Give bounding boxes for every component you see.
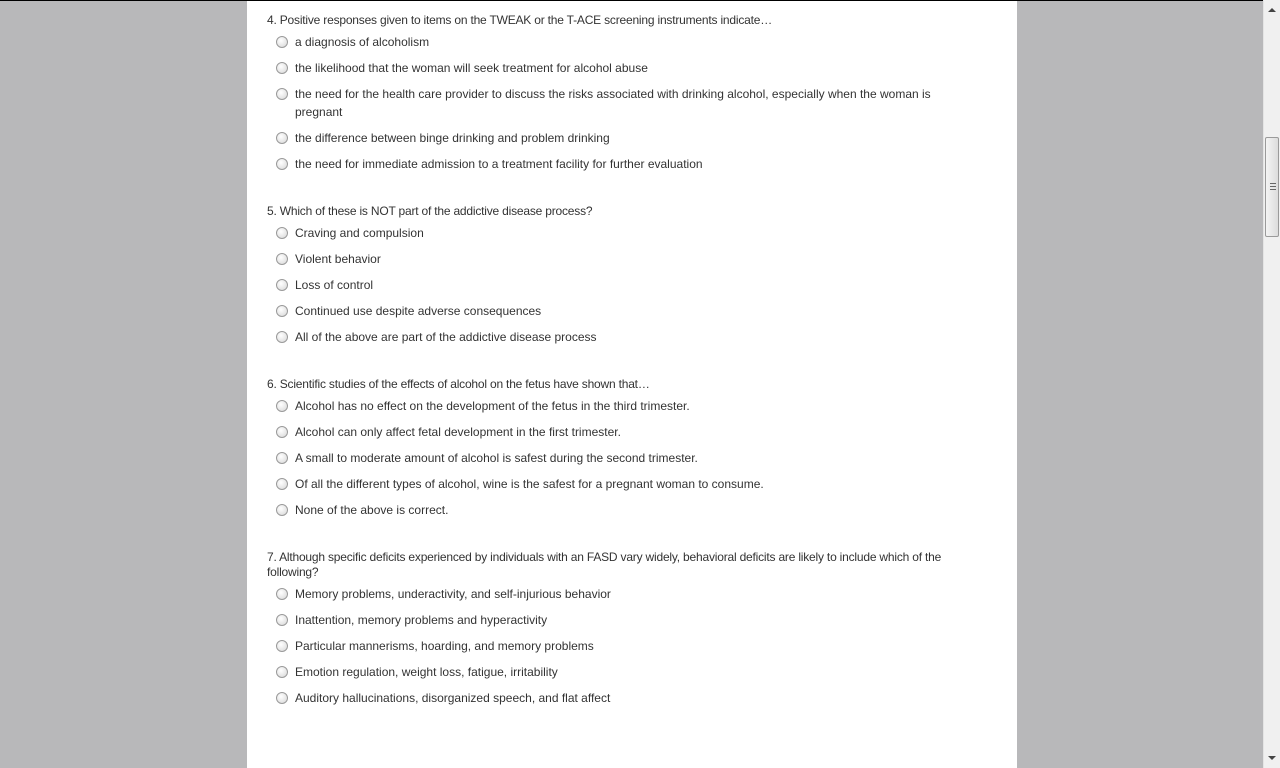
radio-button[interactable]	[276, 279, 288, 291]
radio-button[interactable]	[276, 478, 288, 490]
radio-button[interactable]	[276, 305, 288, 317]
vertical-scrollbar[interactable]	[1263, 0, 1280, 768]
radio-button[interactable]	[276, 36, 288, 48]
answer-label[interactable]: Continued use despite adverse consequences	[295, 304, 542, 318]
grip-icon	[1270, 183, 1276, 191]
answer-option[interactable]	[267, 224, 945, 242]
radio-button[interactable]	[276, 132, 288, 144]
question-title: 4. Positive responses given to items on the TWEAK or the T-ACE screening instruments indicate…	[267, 13, 772, 27]
answer-option[interactable]	[267, 302, 945, 320]
answer-option[interactable]	[267, 250, 945, 268]
answer-option[interactable]	[267, 585, 945, 603]
answer-label[interactable]: Emotion regulation, weight loss, fatigue, irritability	[295, 665, 558, 679]
answer-label[interactable]: Alcohol can only affect fetal development in the first trimester.	[295, 425, 621, 439]
answer-option[interactable]	[267, 423, 945, 441]
radio-button[interactable]	[276, 504, 288, 516]
answer-option[interactable]	[267, 276, 945, 294]
answer-label[interactable]: Inattention, memory problems and hyperactivity	[295, 613, 548, 627]
answer-label[interactable]: None of the above is correct.	[295, 503, 449, 517]
answer-option[interactable]	[267, 129, 945, 147]
answer-option[interactable]	[267, 328, 945, 346]
radio-button[interactable]	[276, 253, 288, 265]
answer-option[interactable]	[267, 663, 945, 681]
radio-button[interactable]	[276, 640, 288, 652]
quiz-page	[247, 1, 1017, 768]
question-block	[267, 13, 987, 173]
radio-button[interactable]	[276, 331, 288, 343]
answer-option[interactable]	[267, 59, 945, 77]
answer-option[interactable]	[267, 397, 945, 415]
answer-label[interactable]: the need for the health care provider to discuss the risks associated with drinking alcohol, especially when the woman is pregnant	[295, 87, 931, 119]
answer-label[interactable]: All of the above are part of the addictive disease process	[295, 330, 597, 344]
answer-option[interactable]	[267, 611, 945, 629]
radio-button[interactable]	[276, 666, 288, 678]
answer-option[interactable]	[267, 33, 945, 51]
answer-label[interactable]: a diagnosis of alcoholism	[295, 35, 430, 49]
scroll-down-arrow-icon[interactable]	[1268, 756, 1276, 760]
answer-label[interactable]: the likelihood that the woman will seek treatment for alcohol abuse	[295, 61, 648, 75]
answer-option[interactable]	[267, 155, 945, 173]
scrollbar-thumb[interactable]	[1265, 137, 1279, 237]
radio-button[interactable]	[276, 158, 288, 170]
answer-option[interactable]	[267, 449, 945, 467]
radio-button[interactable]	[276, 452, 288, 464]
question-block	[267, 377, 987, 519]
question-title: 5. Which of these is NOT part of the addictive disease process?	[267, 204, 593, 218]
answer-label[interactable]: Memory problems, underactivity, and self-injurious behavior	[295, 587, 611, 601]
question-block	[267, 550, 987, 707]
radio-button[interactable]	[276, 227, 288, 239]
radio-button[interactable]	[276, 88, 288, 100]
radio-button[interactable]	[276, 62, 288, 74]
radio-button[interactable]	[276, 614, 288, 626]
radio-button[interactable]	[276, 588, 288, 600]
answer-option[interactable]	[267, 475, 945, 493]
answer-label[interactable]: Particular mannerisms, hoarding, and memory problems	[295, 639, 594, 653]
answer-label[interactable]: Loss of control	[295, 278, 374, 292]
answer-label[interactable]: the difference between binge drinking and problem drinking	[295, 131, 610, 145]
quiz-content	[267, 13, 987, 738]
radio-button[interactable]	[276, 400, 288, 412]
question-block	[267, 204, 987, 346]
question-title: 6. Scientific studies of the effects of alcohol on the fetus have shown that…	[267, 377, 650, 391]
answer-option[interactable]	[267, 637, 945, 655]
answer-label[interactable]: Alcohol has no effect on the development of the fetus in the third trimester.	[295, 399, 690, 413]
answer-label[interactable]: Auditory hallucinations, disorganized speech, and flat affect	[295, 691, 611, 705]
answer-label[interactable]: A small to moderate amount of alcohol is safest during the second trimester.	[295, 451, 698, 465]
question-title: 7. Although specific deficits experienced by individuals with an FASD vary widely, behavioral deficits are likely to include which of the following?	[267, 550, 942, 579]
answer-option[interactable]	[267, 501, 945, 519]
answer-option[interactable]	[267, 85, 945, 121]
answer-label[interactable]: the need for immediate admission to a treatment facility for further evaluation	[295, 157, 703, 171]
radio-button[interactable]	[276, 426, 288, 438]
answer-option[interactable]	[267, 689, 945, 707]
answer-label[interactable]: Craving and compulsion	[295, 226, 424, 240]
answer-label[interactable]: Of all the different types of alcohol, wine is the safest for a pregnant woman to consume.	[295, 477, 764, 491]
radio-button[interactable]	[276, 692, 288, 704]
scroll-up-arrow-icon[interactable]	[1268, 8, 1276, 12]
answer-label[interactable]: Violent behavior	[295, 252, 381, 266]
